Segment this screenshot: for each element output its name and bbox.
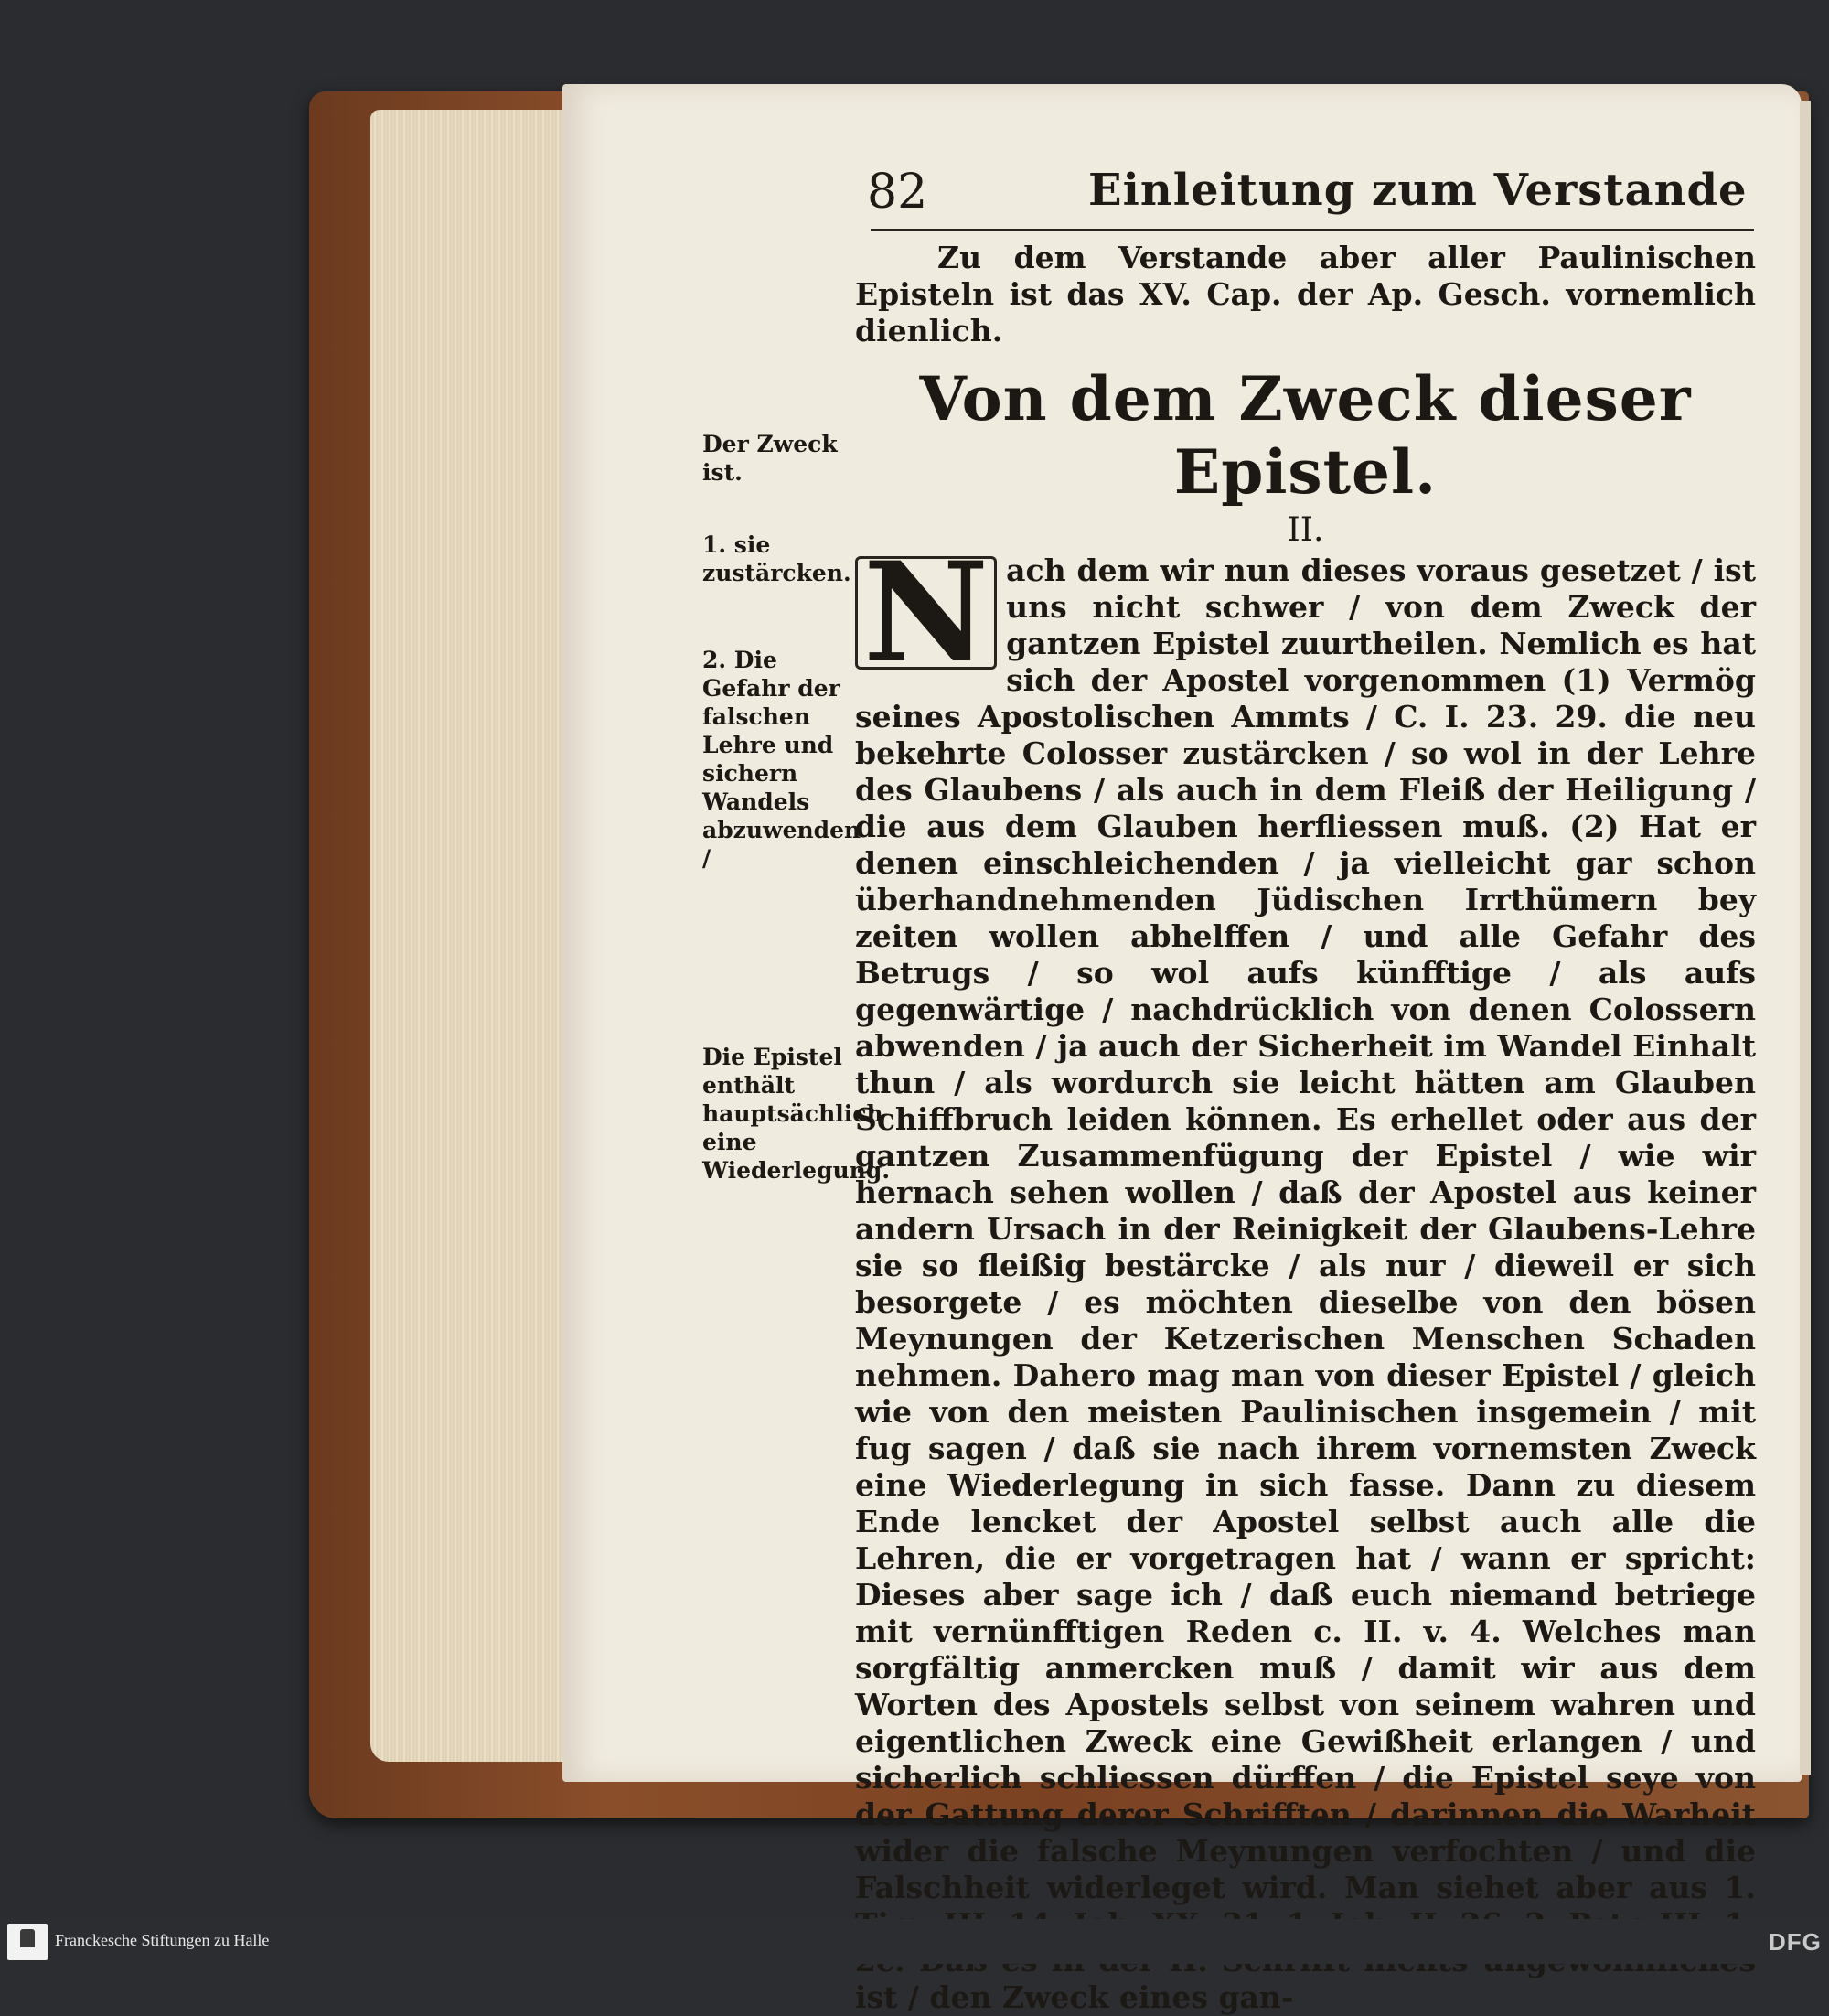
margin-note: 1. sie zustärcken.: [702, 531, 851, 586]
section-number: II.: [1287, 511, 1324, 549]
header-rule: [871, 229, 1754, 231]
page-right-edge: [1800, 101, 1811, 1775]
institution-logo-icon: [7, 1924, 48, 1960]
dropcap: N: [855, 556, 997, 670]
footer-bar: [0, 1919, 1829, 1964]
page-edges: [370, 110, 573, 1762]
intro-paragraph: Zu dem Verstande aber aller Paulinischen Episteln ist das XV. Cap. der Ap. Gesch. vornemlich dienlich.: [855, 240, 1756, 349]
body-text: ach dem wir nun dieses voraus gesetzet / ist uns nicht schwer / von dem Zweck der gantzen Epistel zuurtheilen. Nemlich es hat sich der Apostel vorgenommen (1) Vermög seines Apostolischen Ammts / C. I. 23. 29. die neu bekehrte Colosser zustärcken / so wol in der Lehre des Glaubens / als auch in dem Fleiß der Heiligung / die aus dem Glauben herfliessen muß. (2) Hat er denen einschleichenden / ja vielleicht gar schon überhandnehmenden Jüdischen Irrthümern bey zeiten wollen abhelffen / und alle Gefahr des Betrugs / so wol aufs künfftige / als aufs gegenwärtige / nachdrücklich von denen Colossern abwenden / ja auch der Sicherheit im Wandel Einhalt thun / als wordurch sie leicht hätten am Glauben Schiffbruch leiden können. Es erhellet oder aus der gantzen Zusammenfügung der Epistel / wie wir hernach sehen wollen / daß der Apostel aus keiner andern Ursach in der Reinigkeit der Glaubens-Lehre sie so fleißig bestärcke / als nur / dieweil er sich besorgete / es möchten dieselbe von den bösen Meynungen der Ketzerischen Menschen Schaden nehmen. Dahero mag man von dieser Epistel / gleich wie von den meisten Paulinischen insgemein / mit fug sagen / daß sie nach ihrem vornemsten Zweck eine Wiederlegung in sich fasse. Dann zu diesem Ende lencket der Apostel selbst auch alle die Lehren, die er vorgetragen hat / wann er spricht: Dieses aber sage ich / daß euch niemand betriege mit vernünfftigen Reden c. II. v. 4. Welches man sorgfältig anmercken muß / damit wir aus dem Worten des Apostels selbst von seinem wahren und eigentlichen Zweck eine Gewißheit erlangen / und sicherlich schliessen dürffen / die Epistel seye von der Gattung derer Schrifften / darinnen die Warheit wider die falsche Meynungen verfochten / und die Falschheit widerleget wird. Man siehet aber aus 1. ist / den Zweck eines gan-: [855, 552, 1756, 2015]
footer-institution: Franckesche Stiftungen zu Halle: [55, 1931, 270, 1949]
body-paragraph: [855, 532, 1756, 2016]
section-heading: Von dem Zweck dieser Epistel.: [919, 363, 1692, 508]
main-text: [855, 240, 1756, 2016]
margin-note: Die Epistel enthält hauptsächlich eine Wiederlegung.: [702, 1044, 891, 1184]
running-title: Einleitung zum Verstande: [1088, 165, 1748, 216]
margin-note: Der Zweck ist.: [702, 431, 838, 486]
margin-note: 2. Die Gefahr der falschen Lehre und sichern Wandels abzuwenden /: [702, 647, 861, 872]
dfg-logo: DFG: [1769, 1928, 1822, 1956]
page-header: [867, 165, 1754, 220]
page-number: 82: [867, 165, 928, 220]
